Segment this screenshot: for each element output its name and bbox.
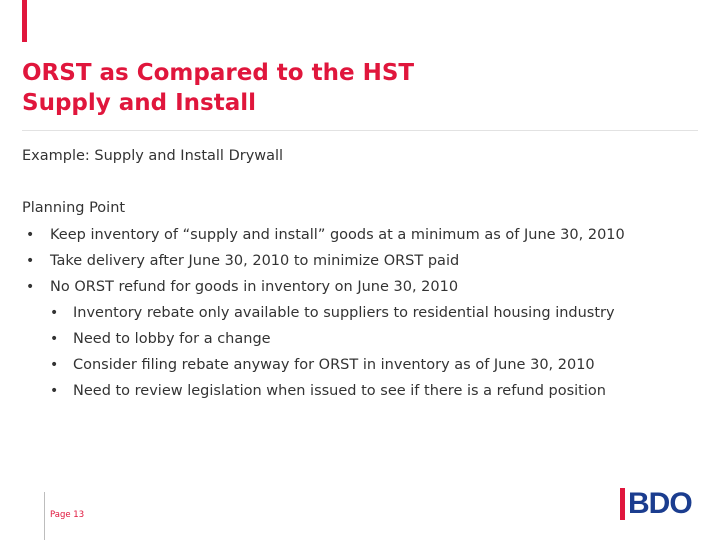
logo-accent-bar bbox=[620, 488, 625, 520]
slide-title bbox=[22, 58, 414, 118]
sub-list-item-text: Need to lobby for a change bbox=[73, 331, 271, 347]
slide-title-line-1: ORST as Compared to the HST bbox=[22, 60, 415, 86]
planning-point-label: Planning Point bbox=[22, 200, 126, 216]
sub-list-item-text: Need to review legislation when issued to see if there is a refund position bbox=[73, 383, 606, 399]
bullet-icon: • bbox=[50, 357, 59, 373]
bullet-list bbox=[22, 222, 625, 404]
list-item-text: Take delivery after June 30, 2010 to minimize ORST paid bbox=[50, 253, 460, 269]
list-item bbox=[22, 222, 625, 248]
bullet-icon: • bbox=[26, 227, 35, 243]
bullet-icon: • bbox=[26, 279, 35, 295]
list-item-text: Keep inventory of “supply and install” goods at a minimum as of June 30, 2010 bbox=[50, 227, 625, 243]
bullet-icon: • bbox=[50, 305, 59, 321]
bullet-icon: • bbox=[26, 253, 35, 269]
example-text: Example: Supply and Install Drywall bbox=[22, 148, 284, 164]
sub-list-item bbox=[22, 300, 625, 326]
top-accent-bar bbox=[22, 0, 27, 42]
list-item-text: No ORST refund for goods in inventory on June 30, 2010 bbox=[50, 279, 459, 295]
sub-list-item bbox=[22, 326, 625, 352]
bullet-icon: • bbox=[50, 331, 59, 347]
logo-text: BDO bbox=[628, 487, 692, 520]
sub-list-item-text: Inventory rebate only available to suppliers to residential housing industry bbox=[73, 305, 615, 321]
slide-title-line-2: Supply and Install bbox=[22, 90, 257, 116]
bdo-logo bbox=[620, 486, 700, 522]
sub-list-item-text: Consider filing rebate anyway for ORST in inventory as of June 30, 2010 bbox=[73, 357, 595, 373]
sub-list-item bbox=[22, 378, 625, 404]
list-item bbox=[22, 248, 625, 274]
sub-list-item bbox=[22, 352, 625, 378]
list-item bbox=[22, 274, 625, 300]
page-number: Page 13 bbox=[50, 510, 85, 520]
footer-divider bbox=[44, 492, 45, 540]
title-divider bbox=[22, 130, 698, 131]
bullet-icon: • bbox=[50, 383, 59, 399]
